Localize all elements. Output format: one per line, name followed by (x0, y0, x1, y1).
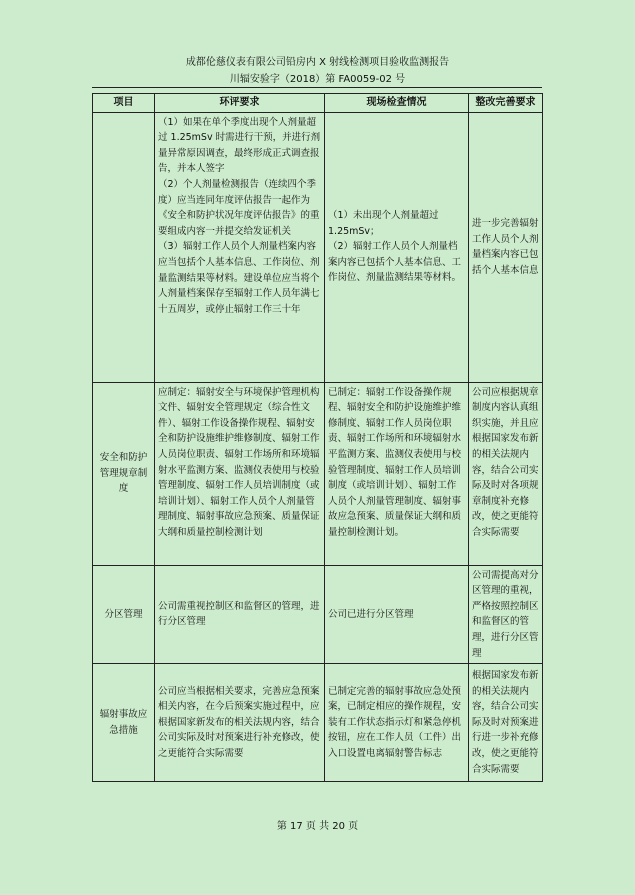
header-divider (92, 87, 542, 88)
fix-cell: 进一步完善辐射工作人员个人剂量档案内容已包括个人基本信息 (469, 112, 543, 382)
check-cell: 已制定完善的辐射事故应急处预案，已制定相应的操作规程，安装有工作状态指示灯和紧急停机按钮，应在工作人员（工件）出入口设置电离辐射警告标志 (325, 664, 469, 782)
table-row (93, 112, 543, 382)
fix-cell: 公司应根据规章制度内容认真组织实施，并且应根据国家发布新的相关法规内容，结合公司实际及时对各项规章制度补充修改，使之更能符合实际需要 (469, 382, 543, 565)
column-header: 环评要求 (155, 94, 325, 113)
column-header: 现场检查情况 (325, 94, 469, 113)
table-header-row (93, 94, 543, 113)
fix-cell: 根据国家发布新的相关法规内容，结合公司实际及时对预案进行进一步补充修改，使之更能符合实际需要 (469, 664, 543, 782)
check-cell: （1）未出现个人剂量超过 1.25mSv； （2）辐射工作人员个人剂量档案内容已包括个人基本信息、工作岗位、剂量监测结果等材料。 (325, 112, 469, 382)
requirement-cell: 公司应当根据相关要求，完善应急预案相关内容，在今后预案实施过程中，应根据国家新发布的相关法规内容，结合公司实际及时对预案进行补充修改，使之更能符合实际需要 (155, 664, 325, 782)
item-cell (93, 112, 155, 382)
table-row (93, 664, 543, 782)
column-header: 项目 (93, 94, 155, 113)
document-number: 川辐安验字（2018）第 FA0059-02 号 (229, 74, 406, 85)
fix-cell: 公司需提高对分区管理的重视，严格按照控制区和监督区的管理，进行分区管理 (469, 565, 543, 664)
report-title: 成都伦慈仪表有限公司铅房内 X 射线检测项目验收监测报告 (185, 57, 450, 68)
requirement-cell: 应制定：辐射安全与环境保护管理机构文件、辐射安全管理规定（综合性文件）、辐射工作设备操作规程、辐射安全和防护设施维护维修制度、辐射工作人员岗位职责、辐射工作场所和环境辐射水平监测方案、监测仪表使用与校验管理制度、辐射工作人员培训制度（或培训计划）、辐射工作人员个人剂量管理制度、辐射事故应急预案、质量保证大纲和质量控制检测计划 (155, 382, 325, 565)
requirement-cell: （1）如果在单个季度出现个人剂量超过 1.25mSv 时需进行干预，并进行剂量异常原因调查，最终形成正式调查报告，并本人签字 （2）个人剂量检测报告（连续四个季度）应当连同年度评估报告一起作为《安全和防护状况年度评估报告》的重要组成内容一并提交给发证机关 （3）辐射工作人员个人剂量档案内容应当包括个人基本信息、工作岗位、剂量监测结果等材料。建设单位应当将个人剂量档案保存至辐射工作人员年满七十五周岁，或停止辐射工作三十年 (155, 112, 325, 382)
page-number: 第 17 页 共 20 页 (276, 821, 359, 832)
item-cell: 安全和防护管理规章制度 (93, 382, 155, 565)
requirement-cell: 公司需重视控制区和监督区的管理，进行分区管理 (155, 565, 325, 664)
check-cell: 公司已进行分区管理 (325, 565, 469, 664)
table-row (93, 565, 543, 664)
table-row (93, 382, 543, 565)
item-cell: 分区管理 (93, 565, 155, 664)
check-cell: 已制定：辐射工作设备操作规程、辐射安全和防护设施维护维修制度、辐射工作人员岗位职责、辐射工作场所和环境辐射水平监测方案、监测仪表使用与校验管理制度、辐射工作人员培训制度（或培训计划）、辐射工作人员个人剂量管理制度、辐射事故应急预案、质量保证大纲和质量控制检测计划。 (325, 382, 469, 565)
inspection-table (92, 93, 543, 782)
column-header: 整改完善要求 (469, 94, 543, 113)
item-cell: 辐射事故应急措施 (93, 664, 155, 782)
